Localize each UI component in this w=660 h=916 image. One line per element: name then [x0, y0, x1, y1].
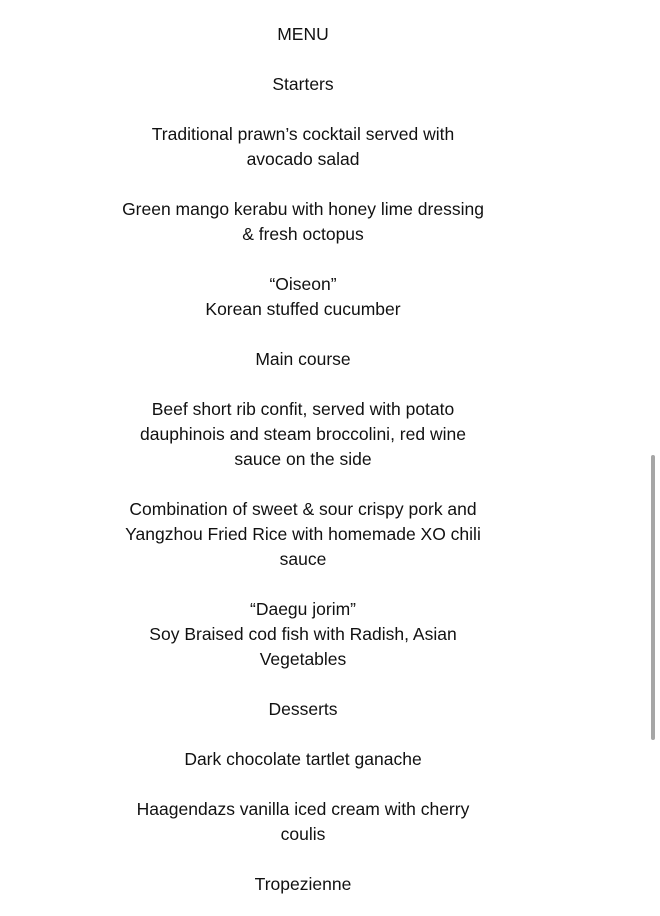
- menu-item-beef-short-rib: Beef short rib confit, served with potato dauphinois and steam broccolini, red wine sauce on the side: [140, 399, 466, 469]
- section-heading-main-course: Main course: [255, 349, 351, 369]
- menu-item-tropezienne: Tropezienne: [254, 874, 352, 894]
- section-heading-desserts: Desserts: [268, 699, 338, 719]
- menu-item-chocolate-tartlet: Dark chocolate tartlet ganache: [184, 749, 422, 769]
- menu-item-oiseon: “Oiseon” Korean stuffed cucumber: [205, 274, 401, 319]
- menu-item-prawn-cocktail: Traditional prawn’s cocktail served with avocado salad: [151, 124, 455, 169]
- menu-item-mango-kerabu: Green mango kerabu with honey lime dressing & fresh octopus: [122, 199, 484, 244]
- section-heading-starters: Starters: [272, 74, 334, 94]
- menu-content: [0, 22, 606, 916]
- menu-item-sweet-sour-pork: Combination of sweet & sour crispy pork and Yangzhou Fried Rice with homemade XO chili sauce: [125, 499, 481, 569]
- menu-item-vanilla-iced-cream: Haagendazs vanilla iced cream with cherry coulis: [136, 799, 470, 844]
- menu-item-daegu-jorim: “Daegu jorim” Soy Braised cod fish with Radish, Asian Vegetables: [149, 599, 457, 669]
- menu-title: MENU: [277, 24, 329, 44]
- scrollbar-thumb[interactable]: [651, 455, 655, 740]
